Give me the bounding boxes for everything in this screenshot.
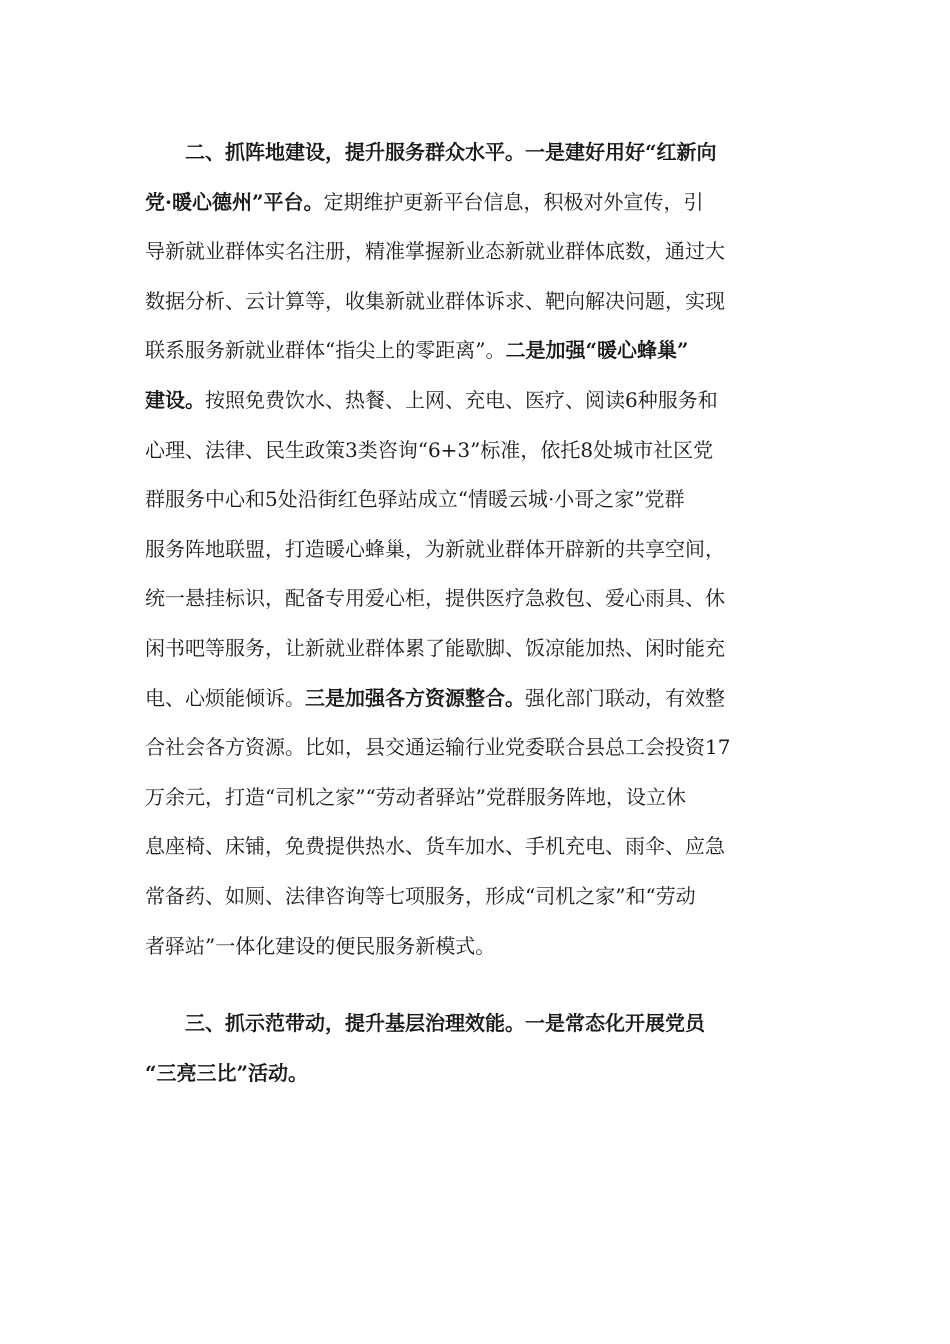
paragraph-1-line-8 xyxy=(145,475,800,525)
text-line: “三亮三比”活动。 xyxy=(145,1060,309,1085)
text-line: 万余元，打造“司机之家”“劳动者驿站”党群服务阵地，设立休 xyxy=(145,784,686,809)
paragraph-1-line-16 xyxy=(145,872,800,922)
text-line: 二、抓阵地建设，提升服务群众水平。一是建好用好“红新向 xyxy=(185,140,717,164)
text-line: 服务阵地联盟，打造暖心蜂巢，为新就业群体开辟新的共享空间， xyxy=(145,536,725,561)
text-line: 闲书吧等服务，让新就业群体累了能歇脚、饭凉能加热、闲时能充 xyxy=(145,635,725,660)
paragraph-1-line-13 xyxy=(145,723,800,773)
text-line: 者驿站”一体化建设的便民服务新模式。 xyxy=(145,933,496,958)
paragraph-1-line-6 xyxy=(145,376,800,426)
text-line: 常备药、如厕、法律咨询等七项服务，形成“司机之家”和“劳动 xyxy=(145,883,696,908)
text-line: 党·暖心德州”平台。定期维护更新平台信息，积极对外宣传，引 xyxy=(145,189,704,214)
paragraph-1-line-14 xyxy=(145,773,800,823)
paragraph-1-line-1 xyxy=(145,128,800,178)
paragraph-2-line-2 xyxy=(145,1049,800,1099)
paragraph-1-line-4 xyxy=(145,277,800,327)
paragraph-1-line-12 xyxy=(145,674,800,724)
paragraph-gap xyxy=(145,971,800,999)
text-line: 电、心烦能倾诉。三是加强各方资源整合。强化部门联动，有效整 xyxy=(145,685,725,710)
text-line: 心理、法律、民生政策3类咨询“6+3”标准，依托8处城市社区党 xyxy=(145,437,714,462)
paragraph-1-line-3 xyxy=(145,227,800,277)
text-line: 数据分析、云计算等，收集新就业群体诉求、靶向解决问题，实现 xyxy=(145,288,725,313)
paragraph-1-line-2 xyxy=(145,178,800,228)
paragraph-1-line-7 xyxy=(145,426,800,476)
paragraph-1-line-11 xyxy=(145,624,800,674)
paragraph-1-line-9 xyxy=(145,525,800,575)
paragraph-1-line-15 xyxy=(145,822,800,872)
text-line: 建设。按照免费饮水、热餐、上网、充电、医疗、阅读6种服务和 xyxy=(145,387,718,412)
paragraph-1-line-5 xyxy=(145,326,800,376)
text-line: 三、抓示范带动，提升基层治理效能。一是常态化开展党员 xyxy=(185,1011,705,1036)
document-page xyxy=(145,128,800,1098)
text-line: 统一悬挂标识，配备专用爱心柜，提供医疗急救包、爱心雨具、休 xyxy=(145,586,725,611)
paragraph-1-line-10 xyxy=(145,574,800,624)
text-line: 导新就业群体实名注册，精准掌握新业态新就业群体底数，通过大 xyxy=(145,239,725,264)
text-line: 息座椅、床铺，免费提供热水、货车加水、手机充电、雨伞、应急 xyxy=(145,834,725,859)
text-line: 合社会各方资源。比如，县交通运输行业党委联合县总工会投资17 xyxy=(145,735,731,760)
paragraph-2-line-1 xyxy=(145,999,800,1049)
paragraph-1-line-17 xyxy=(145,922,800,972)
text-line: 群服务中心和5处沿街红色驿站成立“情暖云城·小哥之家”党群 xyxy=(145,487,685,512)
text-line: 联系服务新就业群体“指尖上的零距离”。二是加强“暖心蜂巢” xyxy=(145,338,689,363)
